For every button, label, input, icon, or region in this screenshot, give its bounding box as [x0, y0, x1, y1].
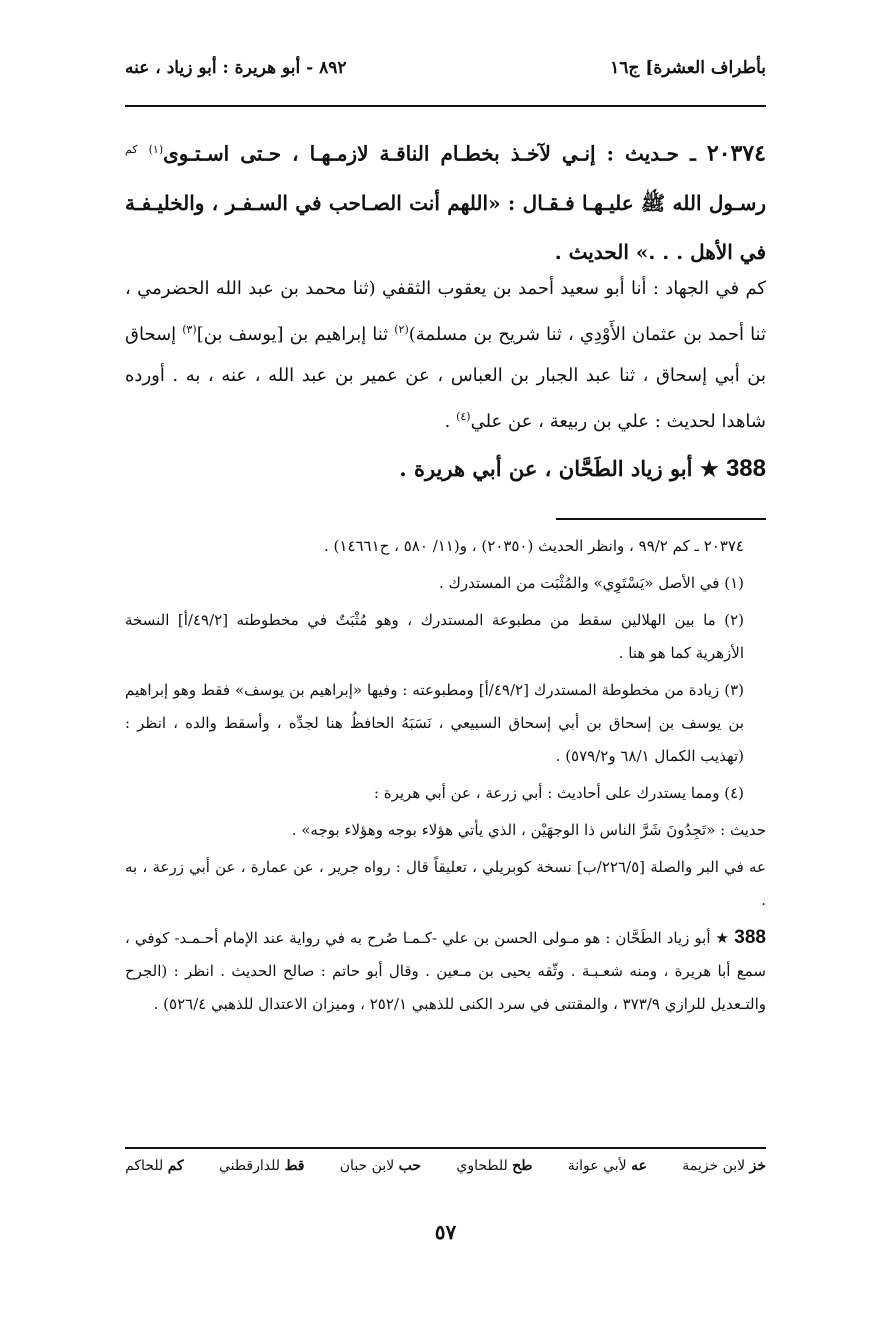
- isnad-paragraph: [125, 268, 766, 442]
- isnad-part: إسحاق بن أبي إسحاق ، ثنا عبد الجبار بن العباس ، عن عمير بن عبد الله ، عنه ، به . أورده شاهدا لحديث : علي بن ربيعة ، عن علي: [125, 324, 766, 432]
- footnote-mark: (٤): [456, 410, 471, 423]
- section-title: ٨٩٢ - أبو هريرة : أبو زياد ، عنه: [125, 58, 347, 78]
- book-title: بأطراف العشرة] ج١٦: [610, 58, 766, 78]
- legend-item: كم للحاكم: [125, 1158, 184, 1174]
- isnad-part: .: [444, 411, 457, 432]
- footnote-1: (١) في الأصل «يَسْتَوِي» والمُثْبَت من المستدرك .: [438, 574, 744, 592]
- star-icon: ★: [699, 456, 719, 481]
- bio-number: 388: [734, 927, 766, 948]
- star-icon: ★: [715, 929, 730, 947]
- legend-item: حب لابن حبان: [339, 1158, 422, 1174]
- footnote-2: (٢) ما بين الهلالين سقط من مطبوعة المستدرك ، وهو مُثْبَتٌ في مخطوطته [٤٩/٢/أ] النسخة الأزهرية كما هو هنا .: [125, 611, 744, 662]
- legend-item: قط للدارقطني: [219, 1158, 305, 1174]
- hadith-body: رسـول الله ﷺ عليـهـا فـقـال : «اللهم أنت الصـاحب في السـفـر ، والخليـفـة في الأهل . . .» الحديث .: [125, 190, 766, 264]
- entry-number: 388: [725, 455, 766, 482]
- legend-item: طح للطحاوي: [456, 1158, 533, 1174]
- footnote-3: (٣) زيادة من مخطوطة المستدرك [٤٩/٢/أ] ومطبوعته : وفيها «إبراهيم بن يوسف» فقط وهو إبراهيم بن يوسف بن إسحاق بن أبي إسحاق السبيعي ، نَسَبَهُ الحافظُ هنا لجدِّه ، وأسقط والده ، انظر : (تهذيب الكمال ٦٨/١ و٥٧٩/٢) .: [125, 681, 745, 765]
- next-entry-heading: [125, 455, 766, 483]
- hadith-intro: ـ حـديث : إنـي لآخـذ بخطـام الناقـة لازمـهـا ، حـتى اسـتـوى: [163, 141, 696, 166]
- header-rule: [125, 105, 766, 107]
- entry-title: أبو زياد الطَحَّان ، عن أبي هريرة .: [399, 456, 693, 481]
- footnote-4: (٤) ومما يستدرك على أحاديث : أبي زرعة ، عن أبي هريرة :: [373, 784, 744, 802]
- footnote-mark: (١): [148, 143, 164, 156]
- abbreviation-legend: [125, 1158, 766, 1174]
- footnote-mark: (٣): [182, 323, 197, 336]
- narrator-bio: [125, 921, 766, 1021]
- bio-text: أبو زياد الطَحَّان : هو مـولى الحسن بن علي -كـمـا صُرح به في رواية عند الإمام أحـمـد- كوفي ، سمع أبا هريرة ، ومنه شعـبـة . وثّقه يحيى بن مـعين . وقال أبو حاتم : صالح الحديث . انظر : (الجرح والتـعديل للرازي ٣٧٣/٩ ، والمقتنى في سرد الكنى للذهبي ٢٥٢/١ ، وميزان الاعتدال للذهبي ٥٢٦/٤) .: [125, 929, 766, 1013]
- footnote-rule: [556, 518, 766, 520]
- footnote-4-hadith: حديث : «تَجِدُونَ شَرَّ الناس ذا الوجهَيْن ، الذي يأتي هؤلاء بوجه وهؤلاء بوجه» .: [291, 821, 766, 839]
- footnote-mark: (٢): [394, 323, 409, 336]
- legend-item: خز لابن خزيمة: [682, 1158, 766, 1174]
- footnotes: [125, 530, 766, 1025]
- footnote-4-source: عه في البر والصلة [٢٢٦/٥/ب] نسخة كوبريلي ، تعليقاً قال : رواه جرير ، عن عمارة ، عن أبي زرعة ، به .: [125, 858, 766, 909]
- footnote-reference: ٢٠٣٧٤ ـ كم ٩٩/٢ ، وانظر الحديث (٢٠٣٥٠) ، و(١١/ ٥٨٠ ، ح١٤٦٦١) .: [324, 537, 744, 555]
- legend-rule: [125, 1147, 766, 1149]
- hadith-number: ٢٠٣٧٤: [706, 140, 766, 167]
- legend-item: عه لأبي عوانة: [567, 1158, 647, 1174]
- hadith-text: [125, 125, 766, 277]
- isnad-part: ثنا إبراهيم بن [يوسف بن]: [196, 324, 395, 345]
- page-number: ٥٧: [434, 1220, 457, 1244]
- isnad-part: كم في الجهاد : أنا أبو سعيد أحمد بن يعقوب الثقفي (ثنا محمد بن عبد الله الحضرمي ، ثنا أحمد بن عثمان الأَوْدِي ، ثنا شريح بن مسلمة): [125, 278, 766, 345]
- source-tag: كم: [125, 143, 138, 156]
- running-header: [125, 58, 766, 92]
